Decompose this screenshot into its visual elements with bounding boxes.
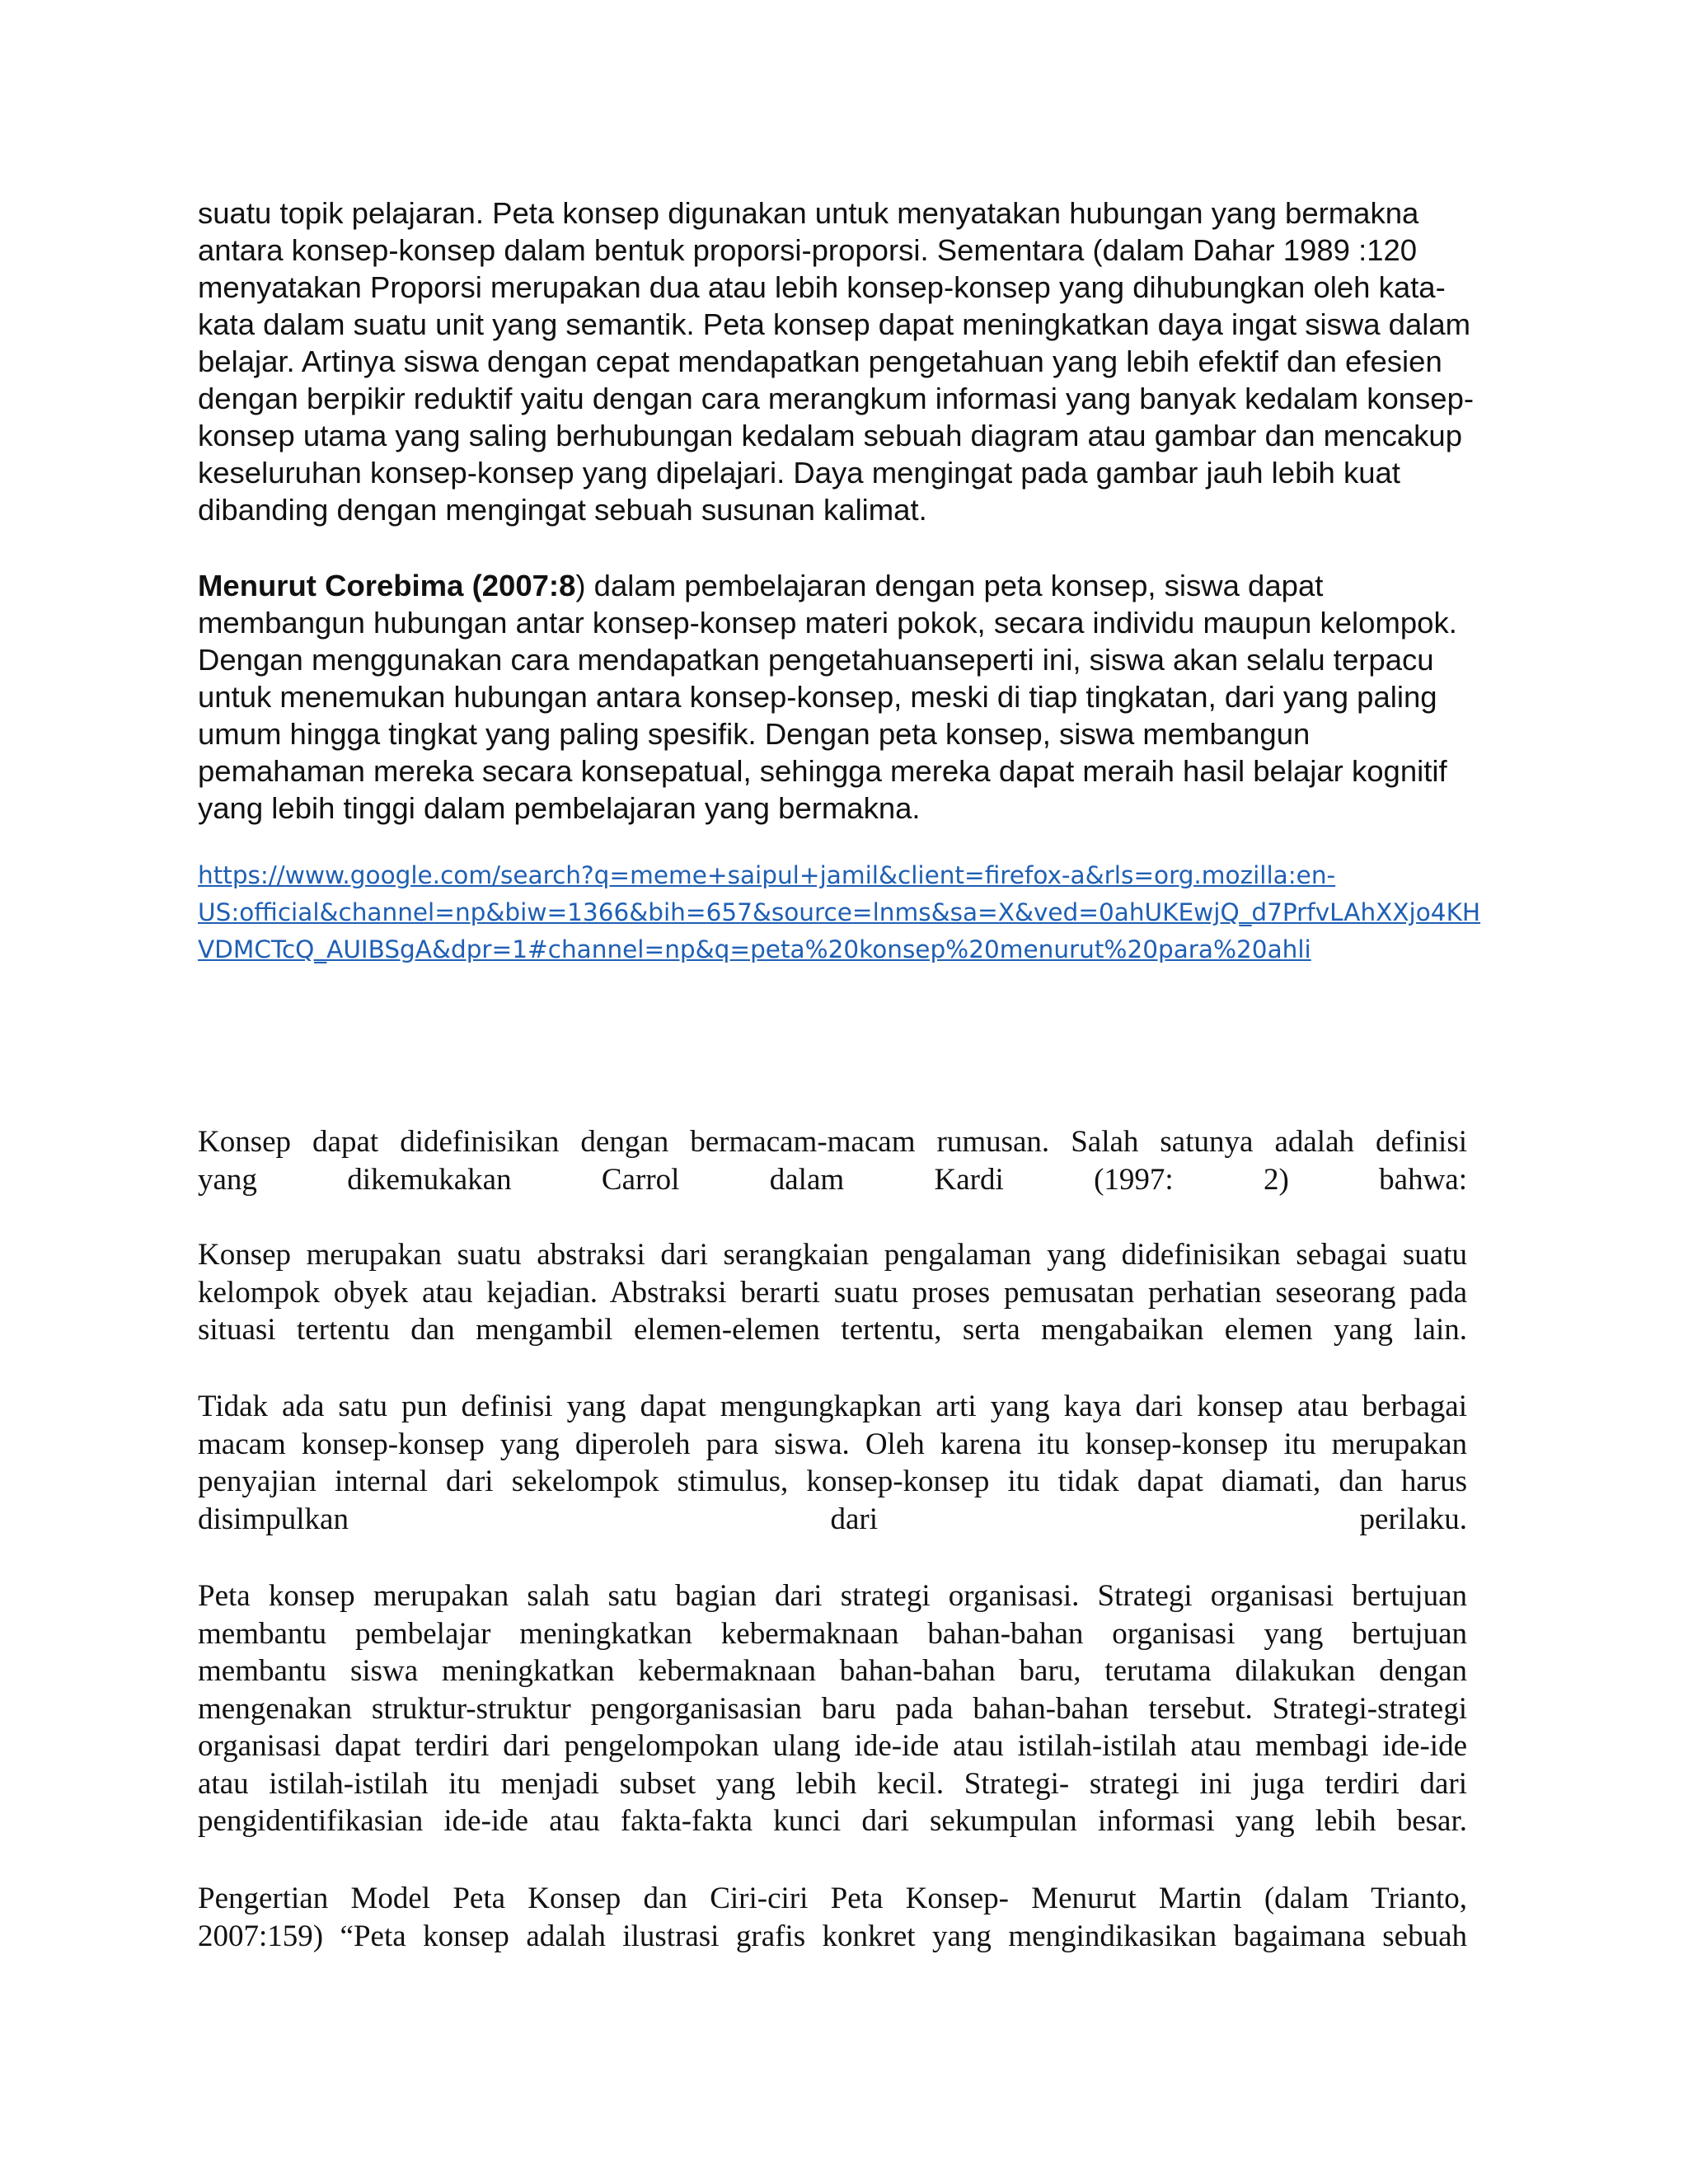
text-line: Konsep merupakan suatu abstraksi dari serangkaian pengalaman yang didefinisikan sebagai suatu [198,1238,1467,1272]
text-line: Tidak ada satu pun definisi yang dapat mengungkapkan arti yang kaya dari konsep atau berbagai [198,1390,1467,1423]
text-line: konsep utama yang saling berhubungan kedalam sebuah diagram atau gambar dan mencakup [198,419,1463,452]
text-line: penyajian internal dari sekelompok stimulus, konsep-konsep itu tidak dapat diamati, dan harus [198,1465,1467,1498]
text-line: membangun hubungan antar konsep-konsep materi pokok, secara individu maupun kelompok. [198,606,1457,640]
source-link[interactable] [198,857,1500,968]
text-line: dibanding dengan mengingat sebuah susunan kalimat. [198,493,927,527]
link-line[interactable]: US:official&channel=np&biw=1366&bih=657&source=lnms&sa=X&ved=0ahUKEwjQ_d7PrfvLAhXXjo4KH [198,898,1481,926]
text-line: keseluruhan konsep-konsep yang dipelajari. Daya mengingat pada gambar jauh lebih kuat [198,456,1400,490]
text-line: situasi tertentu dan mengambil elemen-elemen tertentu, serta mengabaikan elemen yang lain. [198,1313,1467,1347]
text-line: mengenakan struktur-struktur pengorganisasian baru pada bahan-bahan tersebut. Strategi-strategi [198,1691,1467,1726]
text-line: membantu siswa meningkatkan kebermaknaan bahan-bahan baru, terutama dilakukan dengan [198,1654,1467,1688]
text-line: untuk menemukan hubungan antara konsep-konsep, meski di tiap tingkatan, dari yang paling [198,680,1437,714]
text-line: atau istilah-istilah itu menjadi subset yang lebih kecil. Strategi- strategi ini juga terdiri dari [198,1766,1467,1801]
text-line: umum hingga tingkat yang paling spesifik. Dengan peta konsep, siswa membangun [198,717,1311,751]
text-line: yang dikemukakan Carrol dalam Kardi (1997: 2) bahwa: [198,1162,1467,1197]
text-line: Konsep dapat didefinisikan dengan bermacam-macam rumusan. Salah satunya adalah definisi [198,1125,1467,1159]
text-line: disimpulkan dari perilaku. [198,1502,1467,1536]
text-line: pemahaman mereka secara konsepatual, sehingga mereka dapat meraih hasil belajar kognitif [198,754,1447,788]
paragraph-abstraksi [198,1236,1467,1349]
text-fragment: ) dalam pembelajaran dengan peta konsep, siswa dapat [575,569,1324,602]
text-line: membantu pembelajar meningkatkan kebermaknaan bahan-bahan organisasi yang bertujuan [198,1616,1467,1651]
paragraph-strategi-organisasi [198,1577,1467,1840]
text-line: macam konsep-konsep yang diperoleh para siswa. Oleh karena itu konsep-konsep itu merupakan [198,1427,1467,1461]
text-line: suatu topik pelajaran. Peta konsep digunakan untuk menyatakan hubungan yang bermakna [198,196,1419,230]
text-line: kata dalam suatu unit yang semantik. Peta konsep dapat meningkatkan daya ingat siswa dalam [198,307,1471,341]
text-line [198,567,1475,604]
link-line[interactable]: https://www.google.com/search?q=meme+saipul+jamil&client=firefox-a&rls=org.mozilla:en- [198,861,1336,889]
text-line: Dengan menggunakan cara mendapatkan pengetahuanseperti ini, siswa akan selalu terpacu [198,643,1434,677]
link-line[interactable]: VDMCTcQ_AUIBSgA&dpr=1#channel=np&q=peta%20konsep%20menurut%20para%20ahli [198,935,1311,963]
paragraph-definisi-konsep [198,1123,1467,1198]
text-line: Pengertian Model Peta Konsep dan Ciri-ciri Peta Konsep- Menurut Martin (dalam Trianto, [198,1882,1467,1915]
text-line: Peta konsep merupakan salah satu bagian dari strategi organisasi. Strategi organisasi bertujuan [198,1579,1467,1613]
paragraph-tidak-ada-definisi [198,1388,1467,1538]
paragraph-corebima [198,567,1475,827]
text-line: dengan berpikir reduktif yaitu dengan cara merangkum informasi yang banyak kedalam konsep- [198,382,1475,415]
text-line: antara konsep-konsep dalam bentuk proporsi-proporsi. Sementara (dalam Dahar 1989 :120 [198,233,1418,267]
text-line: belajar. Artinya siswa dengan cepat mendapatkan pengetahuan yang lebih efektif dan efesien [198,344,1442,378]
text-line: organisasi dapat terdiri dari pengelompokan ulang ide-ide atau istilah-istilah atau membagi ide-ide [198,1729,1467,1763]
text-line: menyatakan Proporsi merupakan dua atau lebih konsep-konsep yang dihubungkan oleh kata- [198,270,1446,304]
paragraph-peta-konsep-intro [198,194,1475,528]
paragraph-pengertian-model [198,1880,1467,1955]
text-line: 2007:159) “Peta konsep adalah ilustrasi grafis konkret yang mengindikasikan bagaimana sebuah [198,1919,1467,1953]
bold-citation: Menurut Corebima (2007:8 [198,569,576,602]
text-line: yang lebih tinggi dalam pembelajaran yang bermakna. [198,791,921,825]
text-line: pengidentifikasian ide-ide atau fakta-fakta kunci dari sekumpulan informasi yang lebih besar. [198,1804,1467,1838]
text-line: kelompok obyek atau kejadian. Abstraksi berarti suatu proses pemusatan perhatian seseorang pada [198,1275,1467,1310]
